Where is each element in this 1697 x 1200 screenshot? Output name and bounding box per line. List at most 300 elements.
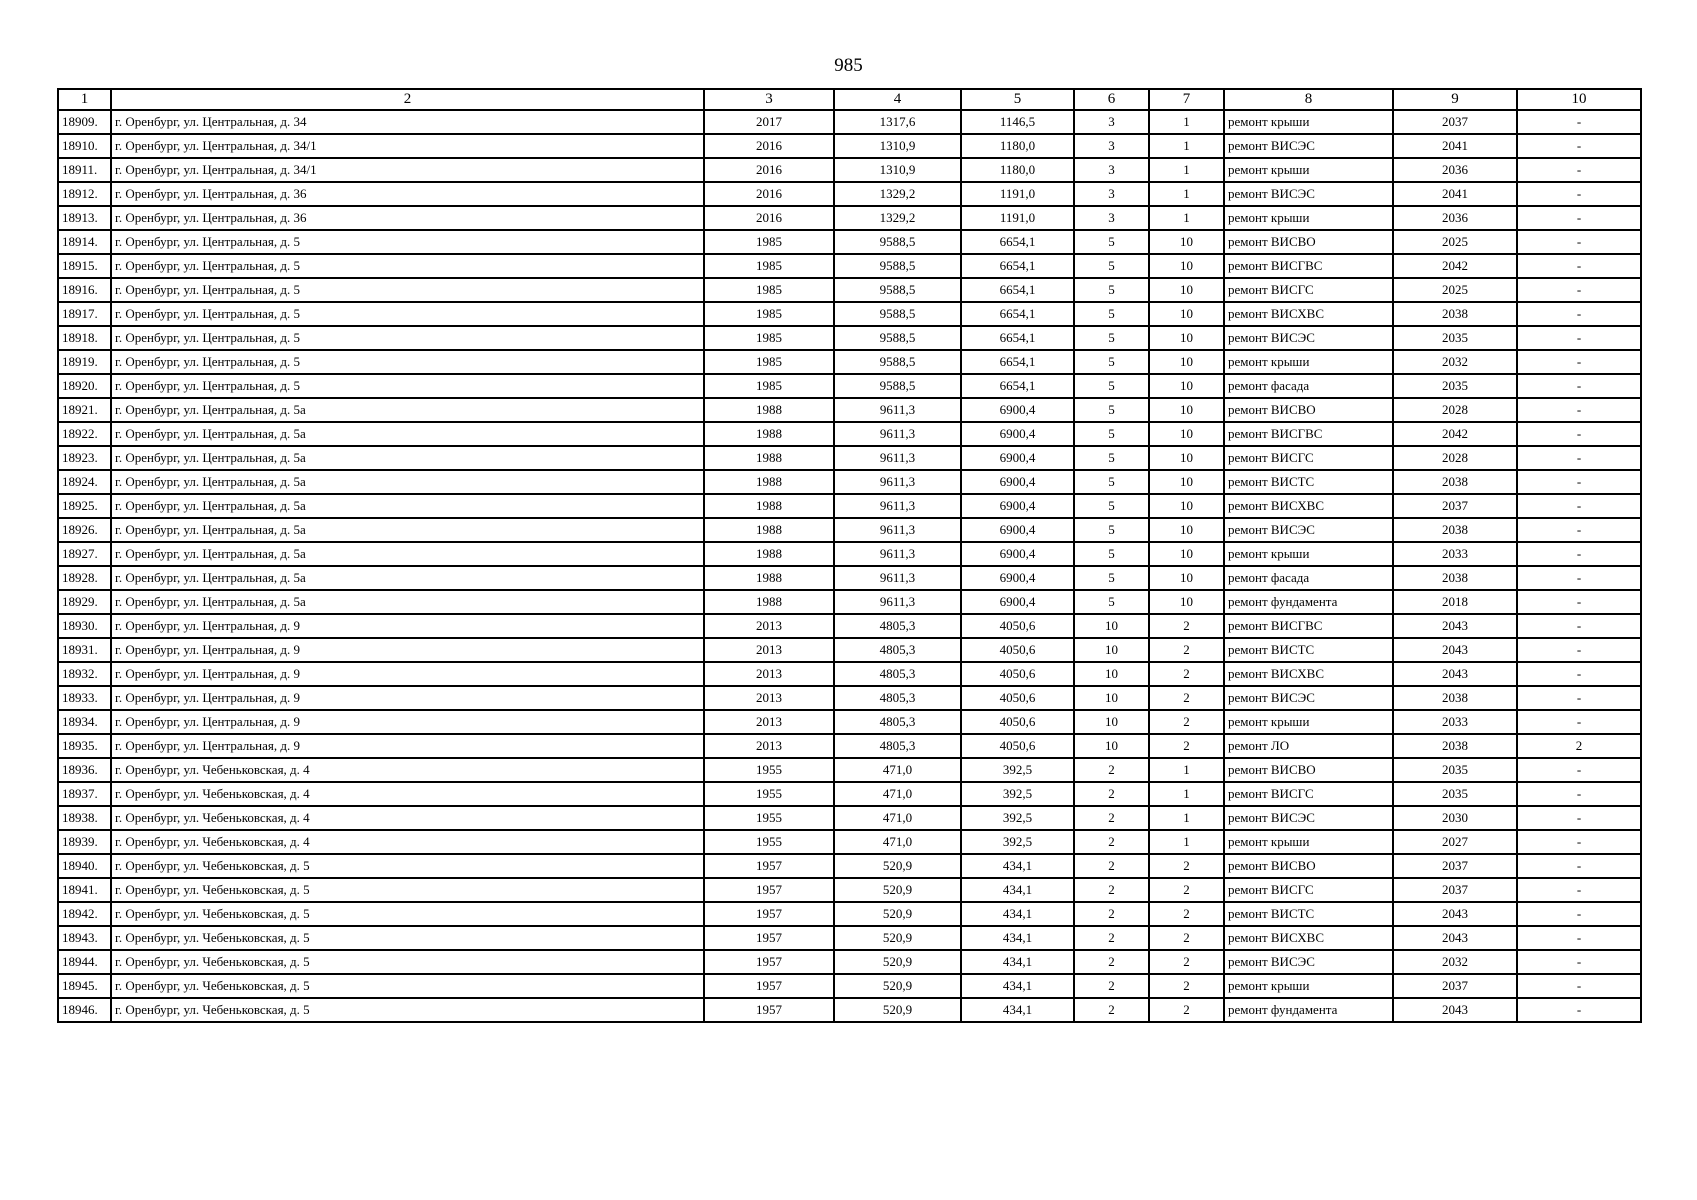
cell-year-built: 1957: [704, 902, 834, 926]
cell-address: г. Оренбург, ул. Центральная, д. 5: [111, 374, 704, 398]
cell-year-built: 1957: [704, 854, 834, 878]
table-row: [58, 854, 1641, 878]
cell-year-built: 2017: [704, 110, 834, 134]
cell-extra-value: -: [1517, 830, 1641, 854]
cell-living-area: 1191,0: [961, 206, 1074, 230]
cell-planned-year: 2027: [1393, 830, 1517, 854]
cell-extra-value: -: [1517, 590, 1641, 614]
cell-living-area: 4050,6: [961, 662, 1074, 686]
cell-total-area: 9611,3: [834, 566, 961, 590]
cell-total-area: 9611,3: [834, 494, 961, 518]
cell-extra-value: -: [1517, 398, 1641, 422]
cell-total-area: 9588,5: [834, 374, 961, 398]
cell-address: г. Оренбург, ул. Центральная, д. 36: [111, 182, 704, 206]
cell-year-built: 1985: [704, 230, 834, 254]
cell-address: г. Оренбург, ул. Чебеньковская, д. 5: [111, 950, 704, 974]
column-header: 5: [961, 89, 1074, 110]
cell-extra-value: -: [1517, 638, 1641, 662]
cell-living-area: 6654,1: [961, 350, 1074, 374]
cell-extra-value: -: [1517, 998, 1641, 1022]
cell-total-area: 9611,3: [834, 470, 961, 494]
cell-living-area: 1146,5: [961, 110, 1074, 134]
cell-planned-year: 2037: [1393, 974, 1517, 998]
table-row: [58, 110, 1641, 134]
cell-living-area: 1180,0: [961, 158, 1074, 182]
cell-work-type: ремонт ВИСЭС: [1224, 134, 1393, 158]
table-row: [58, 206, 1641, 230]
cell-row-number: 18917.: [58, 302, 111, 326]
cell-extra-value: -: [1517, 470, 1641, 494]
cell-entrances: 10: [1149, 446, 1224, 470]
cell-row-number: 18919.: [58, 350, 111, 374]
cell-total-area: 9611,3: [834, 542, 961, 566]
cell-planned-year: 2025: [1393, 230, 1517, 254]
cell-year-built: 2013: [704, 686, 834, 710]
cell-living-area: 6654,1: [961, 302, 1074, 326]
table-row: [58, 710, 1641, 734]
cell-floors: 2: [1074, 782, 1149, 806]
cell-year-built: 1957: [704, 878, 834, 902]
table-row: [58, 566, 1641, 590]
cell-floors: 2: [1074, 806, 1149, 830]
cell-planned-year: 2038: [1393, 566, 1517, 590]
cell-entrances: 10: [1149, 230, 1224, 254]
cell-floors: 2: [1074, 974, 1149, 998]
cell-floors: 5: [1074, 350, 1149, 374]
cell-entrances: 1: [1149, 182, 1224, 206]
cell-address: г. Оренбург, ул. Центральная, д. 36: [111, 206, 704, 230]
cell-floors: 2: [1074, 926, 1149, 950]
cell-address: г. Оренбург, ул. Центральная, д. 5а: [111, 470, 704, 494]
cell-planned-year: 2043: [1393, 998, 1517, 1022]
cell-row-number: 18910.: [58, 134, 111, 158]
cell-address: г. Оренбург, ул. Чебеньковская, д. 5: [111, 974, 704, 998]
cell-row-number: 18939.: [58, 830, 111, 854]
cell-entrances: 1: [1149, 806, 1224, 830]
cell-row-number: 18932.: [58, 662, 111, 686]
cell-work-type: ремонт крыши: [1224, 830, 1393, 854]
cell-work-type: ремонт ВИСЭС: [1224, 950, 1393, 974]
cell-planned-year: 2043: [1393, 902, 1517, 926]
table-row: [58, 278, 1641, 302]
cell-entrances: 1: [1149, 830, 1224, 854]
cell-work-type: ремонт фасада: [1224, 566, 1393, 590]
cell-row-number: 18941.: [58, 878, 111, 902]
cell-living-area: 6900,4: [961, 566, 1074, 590]
cell-row-number: 18924.: [58, 470, 111, 494]
cell-planned-year: 2041: [1393, 182, 1517, 206]
cell-floors: 2: [1074, 758, 1149, 782]
cell-floors: 10: [1074, 662, 1149, 686]
cell-row-number: 18928.: [58, 566, 111, 590]
table-row: [58, 590, 1641, 614]
cell-entrances: 10: [1149, 350, 1224, 374]
page-number: 985: [834, 55, 863, 76]
table-row: [58, 158, 1641, 182]
cell-row-number: 18930.: [58, 614, 111, 638]
table-row: [58, 254, 1641, 278]
cell-entrances: 1: [1149, 782, 1224, 806]
cell-living-area: 6654,1: [961, 374, 1074, 398]
cell-living-area: 4050,6: [961, 614, 1074, 638]
cell-extra-value: -: [1517, 662, 1641, 686]
table-row: [58, 446, 1641, 470]
cell-planned-year: 2042: [1393, 422, 1517, 446]
cell-entrances: 10: [1149, 590, 1224, 614]
cell-planned-year: 2043: [1393, 662, 1517, 686]
cell-total-area: 520,9: [834, 902, 961, 926]
cell-planned-year: 2033: [1393, 542, 1517, 566]
cell-extra-value: -: [1517, 950, 1641, 974]
cell-floors: 5: [1074, 326, 1149, 350]
cell-extra-value: -: [1517, 230, 1641, 254]
cell-floors: 5: [1074, 446, 1149, 470]
cell-planned-year: 2032: [1393, 350, 1517, 374]
cell-entrances: 10: [1149, 254, 1224, 278]
cell-extra-value: -: [1517, 686, 1641, 710]
cell-extra-value: -: [1517, 926, 1641, 950]
cell-work-type: ремонт фундамента: [1224, 590, 1393, 614]
cell-row-number: 18925.: [58, 494, 111, 518]
cell-entrances: 2: [1149, 878, 1224, 902]
cell-extra-value: -: [1517, 326, 1641, 350]
cell-entrances: 10: [1149, 470, 1224, 494]
cell-row-number: 18918.: [58, 326, 111, 350]
cell-row-number: 18938.: [58, 806, 111, 830]
header-row: [58, 89, 1641, 110]
cell-year-built: 2013: [704, 638, 834, 662]
cell-planned-year: 2038: [1393, 470, 1517, 494]
cell-living-area: 4050,6: [961, 710, 1074, 734]
cell-floors: 3: [1074, 182, 1149, 206]
cell-address: г. Оренбург, ул. Центральная, д. 34/1: [111, 158, 704, 182]
cell-total-area: 1310,9: [834, 158, 961, 182]
cell-living-area: 6654,1: [961, 230, 1074, 254]
cell-living-area: 6654,1: [961, 254, 1074, 278]
cell-floors: 2: [1074, 998, 1149, 1022]
cell-entrances: 1: [1149, 110, 1224, 134]
cell-total-area: 9588,5: [834, 278, 961, 302]
table-row: [58, 734, 1641, 758]
cell-entrances: 10: [1149, 374, 1224, 398]
cell-living-area: 1180,0: [961, 134, 1074, 158]
cell-year-built: 1988: [704, 422, 834, 446]
cell-entrances: 2: [1149, 686, 1224, 710]
cell-total-area: 520,9: [834, 878, 961, 902]
cell-living-area: 392,5: [961, 830, 1074, 854]
cell-year-built: 2013: [704, 710, 834, 734]
cell-total-area: 1329,2: [834, 206, 961, 230]
cell-total-area: 520,9: [834, 974, 961, 998]
cell-living-area: 434,1: [961, 974, 1074, 998]
cell-total-area: 9588,5: [834, 230, 961, 254]
cell-living-area: 434,1: [961, 878, 1074, 902]
table-row: [58, 806, 1641, 830]
cell-floors: 2: [1074, 950, 1149, 974]
cell-living-area: 392,5: [961, 782, 1074, 806]
cell-entrances: 2: [1149, 998, 1224, 1022]
cell-work-type: ремонт крыши: [1224, 974, 1393, 998]
cell-total-area: 4805,3: [834, 734, 961, 758]
cell-year-built: 1985: [704, 254, 834, 278]
cell-extra-value: -: [1517, 878, 1641, 902]
cell-row-number: 18909.: [58, 110, 111, 134]
cell-row-number: 18934.: [58, 710, 111, 734]
cell-entrances: 10: [1149, 398, 1224, 422]
column-header: 2: [111, 89, 704, 110]
cell-total-area: 9588,5: [834, 254, 961, 278]
cell-year-built: 1985: [704, 278, 834, 302]
cell-address: г. Оренбург, ул. Чебеньковская, д. 4: [111, 806, 704, 830]
cell-address: г. Оренбург, ул. Чебеньковская, д. 5: [111, 902, 704, 926]
cell-living-area: 6654,1: [961, 278, 1074, 302]
cell-address: г. Оренбург, ул. Чебеньковская, д. 5: [111, 926, 704, 950]
cell-floors: 5: [1074, 590, 1149, 614]
cell-extra-value: -: [1517, 518, 1641, 542]
cell-year-built: 1955: [704, 806, 834, 830]
cell-entrances: 10: [1149, 518, 1224, 542]
cell-floors: 3: [1074, 158, 1149, 182]
cell-planned-year: 2038: [1393, 686, 1517, 710]
cell-year-built: 1985: [704, 302, 834, 326]
cell-row-number: 18916.: [58, 278, 111, 302]
cell-total-area: 9611,3: [834, 590, 961, 614]
cell-total-area: 9588,5: [834, 302, 961, 326]
cell-extra-value: -: [1517, 350, 1641, 374]
cell-total-area: 520,9: [834, 854, 961, 878]
cell-year-built: 1955: [704, 830, 834, 854]
table-row: [58, 878, 1641, 902]
cell-work-type: ремонт ВИСХВС: [1224, 926, 1393, 950]
table-row: [58, 518, 1641, 542]
register-table: [57, 88, 1642, 1023]
cell-planned-year: 2037: [1393, 854, 1517, 878]
cell-extra-value: -: [1517, 302, 1641, 326]
cell-living-area: 434,1: [961, 926, 1074, 950]
cell-planned-year: 2030: [1393, 806, 1517, 830]
table-row: [58, 230, 1641, 254]
cell-floors: 10: [1074, 638, 1149, 662]
cell-work-type: ремонт ВИСЭС: [1224, 806, 1393, 830]
cell-floors: 5: [1074, 494, 1149, 518]
cell-work-type: ремонт ВИСВО: [1224, 854, 1393, 878]
table-row: [58, 830, 1641, 854]
cell-planned-year: 2038: [1393, 302, 1517, 326]
cell-year-built: 1988: [704, 446, 834, 470]
cell-year-built: 1955: [704, 758, 834, 782]
table-row: [58, 422, 1641, 446]
cell-extra-value: -: [1517, 206, 1641, 230]
cell-work-type: ремонт ВИСХВС: [1224, 662, 1393, 686]
cell-address: г. Оренбург, ул. Центральная, д. 5а: [111, 566, 704, 590]
cell-extra-value: -: [1517, 614, 1641, 638]
cell-year-built: 1988: [704, 566, 834, 590]
cell-extra-value: -: [1517, 158, 1641, 182]
cell-entrances: 2: [1149, 854, 1224, 878]
cell-address: г. Оренбург, ул. Центральная, д. 9: [111, 710, 704, 734]
cell-total-area: 4805,3: [834, 686, 961, 710]
cell-total-area: 520,9: [834, 998, 961, 1022]
cell-living-area: 6900,4: [961, 542, 1074, 566]
column-header: 4: [834, 89, 961, 110]
cell-address: г. Оренбург, ул. Центральная, д. 5а: [111, 494, 704, 518]
cell-planned-year: 2028: [1393, 398, 1517, 422]
column-header: 7: [1149, 89, 1224, 110]
cell-entrances: 10: [1149, 494, 1224, 518]
cell-address: г. Оренбург, ул. Центральная, д. 5а: [111, 446, 704, 470]
cell-address: г. Оренбург, ул. Центральная, д. 5а: [111, 590, 704, 614]
cell-entrances: 2: [1149, 662, 1224, 686]
cell-row-number: 18945.: [58, 974, 111, 998]
cell-year-built: 1985: [704, 374, 834, 398]
cell-extra-value: -: [1517, 974, 1641, 998]
table-row: [58, 902, 1641, 926]
cell-entrances: 10: [1149, 422, 1224, 446]
cell-work-type: ремонт ВИСГС: [1224, 878, 1393, 902]
cell-address: г. Оренбург, ул. Чебеньковская, д. 4: [111, 830, 704, 854]
cell-extra-value: -: [1517, 110, 1641, 134]
cell-work-type: ремонт ВИСВО: [1224, 230, 1393, 254]
cell-work-type: ремонт крыши: [1224, 158, 1393, 182]
cell-living-area: 434,1: [961, 854, 1074, 878]
cell-address: г. Оренбург, ул. Центральная, д. 5а: [111, 398, 704, 422]
cell-address: г. Оренбург, ул. Центральная, д. 9: [111, 638, 704, 662]
cell-floors: 10: [1074, 686, 1149, 710]
cell-extra-value: -: [1517, 254, 1641, 278]
cell-total-area: 1317,6: [834, 110, 961, 134]
cell-address: г. Оренбург, ул. Центральная, д. 9: [111, 686, 704, 710]
cell-floors: 10: [1074, 710, 1149, 734]
cell-row-number: 18944.: [58, 950, 111, 974]
cell-extra-value: -: [1517, 782, 1641, 806]
cell-year-built: 1988: [704, 398, 834, 422]
cell-entrances: 2: [1149, 638, 1224, 662]
table-row: [58, 950, 1641, 974]
cell-entrances: 1: [1149, 206, 1224, 230]
cell-extra-value: -: [1517, 902, 1641, 926]
cell-year-built: 2016: [704, 206, 834, 230]
table-row: [58, 302, 1641, 326]
cell-living-area: 6900,4: [961, 422, 1074, 446]
cell-total-area: 9588,5: [834, 326, 961, 350]
cell-living-area: 6900,4: [961, 518, 1074, 542]
cell-address: г. Оренбург, ул. Центральная, д. 5: [111, 302, 704, 326]
cell-work-type: ремонт ВИСВО: [1224, 758, 1393, 782]
cell-total-area: 520,9: [834, 950, 961, 974]
cell-total-area: 471,0: [834, 806, 961, 830]
cell-year-built: 2016: [704, 134, 834, 158]
cell-planned-year: 2043: [1393, 926, 1517, 950]
cell-year-built: 1985: [704, 350, 834, 374]
cell-total-area: 1310,9: [834, 134, 961, 158]
cell-planned-year: 2035: [1393, 374, 1517, 398]
table-row: [58, 542, 1641, 566]
cell-work-type: ремонт ВИСЭС: [1224, 518, 1393, 542]
cell-entrances: 10: [1149, 542, 1224, 566]
cell-extra-value: -: [1517, 494, 1641, 518]
cell-planned-year: 2035: [1393, 758, 1517, 782]
cell-extra-value: -: [1517, 422, 1641, 446]
cell-work-type: ремонт ВИСХВС: [1224, 494, 1393, 518]
cell-extra-value: -: [1517, 542, 1641, 566]
cell-extra-value: -: [1517, 182, 1641, 206]
cell-year-built: 2016: [704, 158, 834, 182]
cell-living-area: 434,1: [961, 950, 1074, 974]
cell-planned-year: 2032: [1393, 950, 1517, 974]
cell-row-number: 18926.: [58, 518, 111, 542]
cell-work-type: ремонт ВИСТС: [1224, 470, 1393, 494]
cell-extra-value: -: [1517, 854, 1641, 878]
cell-living-area: 4050,6: [961, 734, 1074, 758]
table-row: [58, 398, 1641, 422]
cell-extra-value: 2: [1517, 734, 1641, 758]
cell-work-type: ремонт ВИСГС: [1224, 278, 1393, 302]
cell-address: г. Оренбург, ул. Центральная, д. 5а: [111, 518, 704, 542]
cell-address: г. Оренбург, ул. Центральная, д. 5: [111, 278, 704, 302]
cell-total-area: 9611,3: [834, 398, 961, 422]
cell-row-number: 18921.: [58, 398, 111, 422]
cell-total-area: 471,0: [834, 782, 961, 806]
table-body: [58, 110, 1641, 1022]
cell-floors: 5: [1074, 374, 1149, 398]
cell-work-type: ремонт крыши: [1224, 710, 1393, 734]
cell-planned-year: 2036: [1393, 158, 1517, 182]
cell-extra-value: -: [1517, 710, 1641, 734]
cell-planned-year: 2041: [1393, 134, 1517, 158]
table-row: [58, 182, 1641, 206]
cell-planned-year: 2038: [1393, 518, 1517, 542]
cell-row-number: 18913.: [58, 206, 111, 230]
cell-row-number: 18922.: [58, 422, 111, 446]
cell-year-built: 2016: [704, 182, 834, 206]
cell-year-built: 1957: [704, 998, 834, 1022]
cell-address: г. Оренбург, ул. Чебеньковская, д. 5: [111, 878, 704, 902]
table-row: [58, 782, 1641, 806]
cell-floors: 10: [1074, 734, 1149, 758]
cell-address: г. Оренбург, ул. Чебеньковская, д. 4: [111, 782, 704, 806]
cell-floors: 5: [1074, 230, 1149, 254]
cell-row-number: 18946.: [58, 998, 111, 1022]
table-row: [58, 326, 1641, 350]
cell-total-area: 9611,3: [834, 518, 961, 542]
cell-address: г. Оренбург, ул. Центральная, д. 5: [111, 326, 704, 350]
cell-address: г. Оренбург, ул. Центральная, д. 5: [111, 254, 704, 278]
cell-row-number: 18943.: [58, 926, 111, 950]
cell-entrances: 2: [1149, 614, 1224, 638]
cell-entrances: 1: [1149, 134, 1224, 158]
cell-living-area: 434,1: [961, 998, 1074, 1022]
cell-floors: 5: [1074, 470, 1149, 494]
cell-living-area: 392,5: [961, 758, 1074, 782]
cell-work-type: ремонт ВИСХВС: [1224, 302, 1393, 326]
cell-planned-year: 2035: [1393, 326, 1517, 350]
table-row: [58, 662, 1641, 686]
table-row: [58, 638, 1641, 662]
cell-work-type: ремонт ВИСГВС: [1224, 614, 1393, 638]
cell-work-type: ремонт крыши: [1224, 350, 1393, 374]
table-row: [58, 926, 1641, 950]
cell-work-type: ремонт ВИСГВС: [1224, 422, 1393, 446]
cell-work-type: ремонт ВИСГС: [1224, 782, 1393, 806]
cell-year-built: 2013: [704, 662, 834, 686]
cell-work-type: ремонт крыши: [1224, 206, 1393, 230]
cell-living-area: 6654,1: [961, 326, 1074, 350]
cell-address: г. Оренбург, ул. Центральная, д. 5а: [111, 422, 704, 446]
cell-year-built: 1955: [704, 782, 834, 806]
cell-work-type: ремонт ВИСТС: [1224, 902, 1393, 926]
cell-planned-year: 2028: [1393, 446, 1517, 470]
cell-row-number: 18936.: [58, 758, 111, 782]
